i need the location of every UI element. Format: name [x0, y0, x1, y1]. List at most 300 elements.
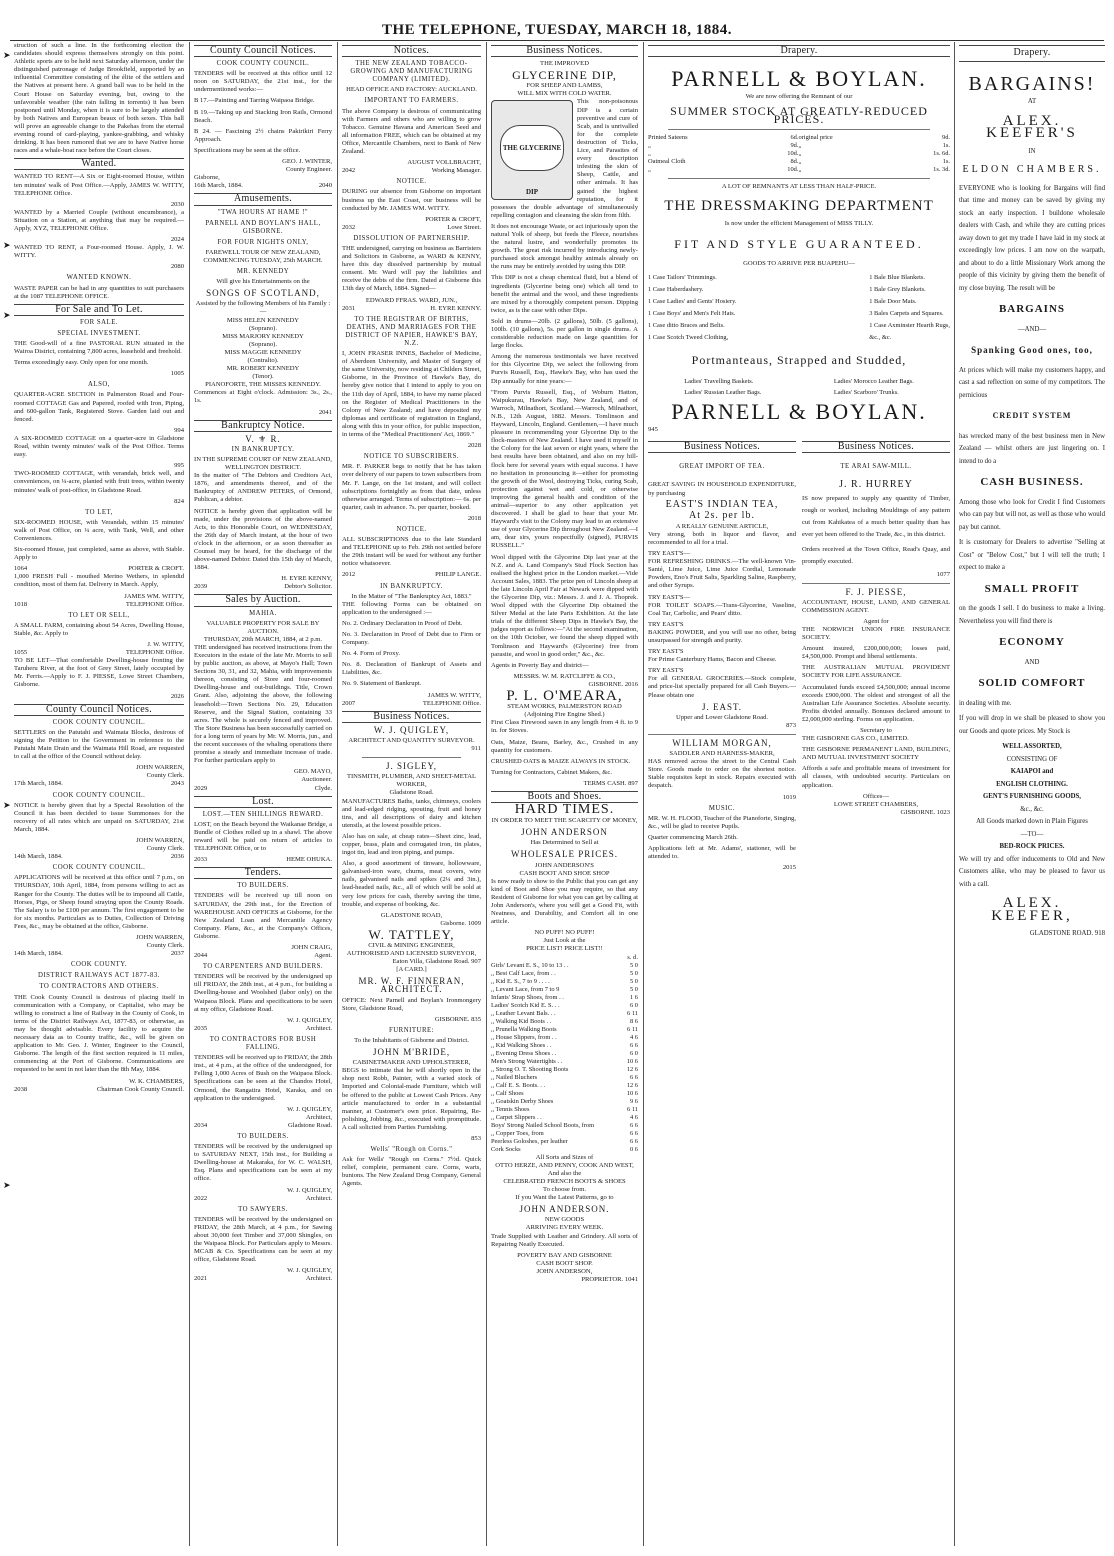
ad-text: This non-poisonous DIP is a certain preventive and cure of Scab, and is unrivalled for the complete destruction of Ticks, Lice, and Parasites of every description infesting the skin of Sheep, Cattle, and other animals. It has gained the highest reputation, for it possesses the double advantage of simultaneously repelling contagion and cleansing the skin from filth. [491, 98, 638, 219]
section-header-county-council: County Council Notices. [14, 704, 184, 716]
ad-text: THE undersigned, carrying on business as Barristers and Solicitors in Gisborne, as WARD & KENNY, have this day dissolved partnership by mutual consent. Mr. Ward will pay the liabilities and receive the debts of the firm. Dated at Gisborne this 13th day of March, 1884. Signed— [342, 244, 481, 293]
ad-text: IS now prepared to supply any quantity of Timber, rough or worked, including Mouldings of any pattern cut from Kahikatea of a much better quality than has ever yet been offered to the Trade, &c., in this district. [802, 494, 950, 538]
ad-number: 2034 [194, 1121, 208, 1129]
ad-signer: W. J. QUIGLEY, [287, 1267, 332, 1275]
section-header-lost: Lost. [194, 796, 332, 808]
ad-display-title: At 2s. per lb. [689, 509, 755, 521]
ad-signature [194, 182, 332, 190]
ad-text: TERMS CASH. [583, 779, 627, 787]
ad-display-title: GLYCERINE DIP, [512, 68, 617, 83]
ad-number: 2037 [170, 950, 184, 958]
ad-text: TO BE LET—That comfortable Dwelling-house fronting the Taruheru River, at the foot of Grey Street, lately occupied by Mr. Ferris.—Apply to F. J. PIESSE, Lowe Street Chambers, Gisborne. [14, 657, 184, 689]
ad-signer: County Clerk. [146, 942, 184, 950]
ad-text: THE following Forms can be obtained on application to the undersigned :— [342, 600, 481, 616]
ad-display-title: P. L. O'MEARA, [506, 688, 623, 705]
ad-place: Lowe Street. [447, 223, 481, 231]
ad-signer: Architect. [305, 1275, 332, 1283]
ad-text: FOR TOILET SOAPS.—Trans-Glycerine, Vaseline, Coal Tar, Carbolic, and Pears' ditto. [648, 601, 796, 617]
ad-signer: MESSRS. W. M. RATCLIFFE & CO., [513, 672, 616, 680]
ad-display-title: SOLID COMFORT [978, 677, 1086, 689]
ad-text: GREAT SAVING IN HOUSEHOLD EXPENDITURE, by purchasing [648, 481, 796, 497]
ad-text: Also has on sale, at cheap rates—Sheet zinc, lead, copper, brass, plain and corrugated iron, tin plates, ingot tin, lead and iron piping, and pumps. [342, 832, 481, 857]
ad-text: TENDERS will be received by the undersigned on FRIDAY, the 28th March, at 4 p.m., for Sawing about 30,000 feet Timber and 37,000 Shingles, on the Waipaoa Block. For Particulars apply to Messrs. MCAB & Co. Specifications can be seen at my office, Gladstone Road. [194, 1215, 332, 1264]
ad-place: GISBORNE. [434, 1015, 470, 1023]
ad-text: VALUABLE PROPERTY FOR SALE BY AUCTION. [206, 619, 320, 635]
price-cell: „ [798, 158, 802, 166]
ad-text: MANUFACTURES Baths, tanks, chimneys, coolers and lead-edged ridging, spouting, fruit and honey tins, and all descriptions of dairy and kitchen utensils, at the lowest possible prices. [342, 797, 481, 829]
ad-text: on the goods I sell. I do business to make a living. Nevertheless you will find there is [959, 605, 1105, 625]
ad-heading: NOTICE. [396, 178, 427, 186]
ad-text: SADDLER AND HARNESS-MAKER, [669, 750, 775, 758]
ad-number: 918 [1094, 930, 1105, 937]
goods-item: 1 Bale Grey Blankets. [869, 285, 926, 293]
ad-text: Will give his Entertainments on the [216, 278, 310, 286]
ad-signer: Architect, [305, 1113, 332, 1121]
ad-heading: TO BUILDERS. [237, 1132, 289, 1140]
ad-heading: TO CARPENTERS AND BUILDERS. [202, 963, 324, 971]
ad-heading: FOR FOUR NIGHTS ONLY, [217, 238, 309, 246]
ad-text: Upper and Lower Gladstone Road. [675, 713, 769, 721]
price-cell: 9d. [790, 142, 799, 150]
goods-item: 1 Case Tailors' Trimmings. [648, 273, 717, 281]
price-item: Boys' Strong Nailed School Boots, from [491, 1121, 595, 1129]
price-row [491, 962, 638, 970]
price-row [491, 1050, 638, 1058]
price-cell: 9d. [942, 134, 950, 142]
price-cell: 8d. [790, 158, 799, 166]
ad-signer: PROPRIETOR. [581, 1275, 624, 1283]
ad-text: In the matter of "The Debtors and Creditors Act, 1876, and amendments thereof, and of the Bankruptcy of ANDREW PETERS, of Ormond, Publican, a debtor. [194, 472, 332, 504]
top-rule [10, 40, 1104, 41]
price-value: 6 11 [627, 1025, 638, 1033]
ad-display-title: JOHN ANDERSON. [519, 1204, 610, 1215]
ad-text: TENDERS will be received at this office until 12 noon on SATURDAY, the 21st inst., for the undermentioned works:— [194, 70, 332, 94]
ad-text: THE undersigned has received instructions from the Executors in the estate of the late Mr. Morris to sell by public auction, as above, at Mayo's Hall; Town Sections 30, 31, and 32, Mahia, with improvements thereon, consisting of Store and four-roomed Dwelling-house and out-buildings. Title, Crown Grant. Also, adjoining the above, the following leasehold:—Town Sections No. 29, Education Reserve, and the Signal Station, containing 33 acres. The whole is securely fenced and improved. The Store Business has been successfully carried on for a long term of years by Mr. W. Morris, jun., and the recent successes of the whaling operations there promise a steady and immediate increase of trade. For further particulars apply to [194, 643, 332, 765]
ad-text: WANTED TO RENT—A Six or Eight-roomed House, within ten minutes' walk of Post Office.—Apply, JAMES W. WITTY, TELEPHONE Office. [14, 173, 184, 197]
goods-item: 3 Bales Carpets and Squares. [869, 309, 944, 317]
ad-number: 2007 [342, 699, 356, 707]
ad-display-title: ELDON CHAMBERS. [962, 164, 1102, 175]
price-value: 6 0 [630, 1049, 638, 1057]
price-item: ,, Calf E. S. Boots. . . [491, 1081, 546, 1089]
ad-text: NEW GOODS [544, 1216, 585, 1224]
ad-text: The above Company is desirous of communicating with Farmers and others who are willing to grow Tobacco. Genuine Havana and American Seed and all information FREE, which can be obtained at my Office, Mercantile Chambers, next to Bank of New Zealand. [342, 107, 481, 156]
ad-signature [14, 649, 184, 657]
section-header-auction: Sales by Auction. [194, 594, 332, 606]
price-value: 1 6 [630, 993, 638, 1001]
ad-number: 994 [174, 426, 184, 434]
ad-heading: COOK COUNTY. [70, 961, 128, 969]
price-item: Men's Strong Watertights . . [491, 1057, 563, 1065]
advertiser-title: ALEX. KEEFER'S [986, 112, 1078, 141]
ad-text: Applications left at Mr. Adams', stationer, will be attended to. [648, 844, 796, 861]
price-value: 6 0 [630, 1001, 638, 1009]
ad-display-title: BARGAINS [998, 303, 1066, 315]
ad-text: CRUSHED OATS & MAIZE ALWAYS IN STOCK. [491, 757, 631, 765]
ad-heading: TRY EAST'S— [648, 593, 691, 601]
ad-signer: County Engineer. [285, 166, 332, 174]
ad-heading: ALSO, [88, 381, 110, 389]
price-value: 6 6 [630, 1121, 638, 1129]
ad-signer: County Clerk. [146, 845, 184, 853]
ad-text: A REALLY GENUINE ARTICLE, [675, 522, 769, 530]
ad-text: TENDERS will be received by the undersigned up to SATURDAY NEXT, 15th inst., for Building a Dwelling-house at Makaraka, for W. C. WALSH, Esq. Plans and specifications can be seen at my office. [194, 1143, 332, 1183]
ad-text: No. 8. Declaration of Bankrupt of Assets and Liabilities, &c. [342, 661, 481, 677]
price-item: ,, Walking Kid Boots . . [491, 1017, 552, 1025]
price-item: ,, Leather Levant Bals. . . [491, 1009, 556, 1017]
ad-signature [342, 167, 481, 175]
column-6 [959, 42, 1105, 1548]
section-header-business: Business Notices. [342, 711, 481, 723]
ad-heading: TO CONTRACTORS FOR BUSH FALLING. [209, 1035, 317, 1052]
ad-text: THE Good-will of a fine PASTORAL RUN situated in the Wairoa District, containing 7,800 acres, leasehold and freehold. [14, 340, 184, 356]
east-column [648, 438, 796, 872]
ad-heading: "TWA HOURS AT HAME !" [217, 208, 309, 216]
ad-signature [342, 1016, 481, 1024]
ad-text: Has Determined to Sell at [530, 839, 599, 847]
ad-signer: W. K. CHAMBERS, [129, 1077, 184, 1085]
ad-place: GLADSTONE ROAD. [1029, 930, 1094, 937]
ad-signer: JOHN WARREN, [136, 836, 184, 844]
column-2 [194, 42, 332, 1548]
ad-text: No. 4. Form of Proxy. [342, 650, 401, 658]
ad-heading: COOK COUNTY COUNCIL. [52, 791, 146, 799]
ad-text: Agent for [863, 617, 889, 625]
price-value: 12 6 [626, 1065, 638, 1073]
ad-heading: MUSIC. [708, 804, 736, 812]
ad-signer: JOHN CRAIG, [291, 944, 332, 951]
ad-number: 2043 [170, 780, 184, 788]
ad-heading: TO LET, [85, 508, 113, 516]
bag-item: Ladies' Russian Leather Bags. [684, 389, 762, 397]
two-column-block [648, 438, 950, 872]
ad-text: ARRIVING EVERY WEEK. [525, 1224, 604, 1232]
price-item: Cork Socks [491, 1145, 521, 1153]
ad-text: WASTE PAPER can be had in any quantities to suit purchasers at the 1087 TELEPHONE OFFICE. [14, 284, 184, 300]
ad-heading: COOK COUNTY COUNCIL. [52, 864, 146, 872]
ad-heading: COOK COUNTY COUNCIL. [52, 718, 146, 726]
ad-text: ENGLISH CLOTHING. [996, 780, 1068, 788]
ad-signature [194, 785, 332, 793]
price-row [648, 134, 950, 142]
ad-number: 1077 [936, 570, 950, 578]
ad-number: 2016 [624, 680, 638, 688]
ad-text: BEGS to intimate that he will shortly open in the shop next Robb, Painter, with a varied stock of Imported and Colonial-made Furniture, which will be offered to the public at Lowest Cash Prices. Any article manufactured to order in a substantial manner, at Customer's own price. Repairing, Re-polishing, Jobbing, &c., executed with promptitude. A call solicited from Parties Furnishing. [342, 1067, 481, 1131]
ad-signer: JOHN WARREN, [136, 764, 184, 772]
ad-number: 2018 [467, 514, 481, 522]
ad-number: 1005 [170, 370, 184, 378]
ad-text: THE GISBORNE GAS CO., LIMITED. [802, 735, 909, 743]
ad-number: 2033 [194, 856, 208, 864]
ad-text: POVERTY BAY AND GISBORNE [517, 1251, 612, 1259]
ad-text: (Adjoining Fire Engine Shed.) [524, 711, 605, 719]
section-header-drapery: Drapery. [959, 45, 1105, 62]
ad-number: 2036 [170, 853, 184, 861]
ad-number: 2044 [194, 952, 208, 960]
price-row [648, 166, 950, 174]
ad-number: 1019 [782, 793, 796, 801]
ad-number: 1041 [624, 1275, 638, 1283]
ad-signature [14, 780, 184, 788]
ad-text: FOR SHEEP AND LAMBS, [526, 82, 603, 90]
ad-signer: Architect. [305, 1024, 332, 1032]
ad-place: GISBORNE. [588, 680, 624, 688]
ad-text: Orders received at the Town Office, Read's Quay, and promptly executed. [802, 545, 950, 565]
ad-text: No. 3. Declaration in Proof of Debt due to Firm or Company. [342, 631, 481, 647]
ad-heading: THE NEW ZEALAND TOBACCO-GROWING AND MANUFACTURING COMPANY (LIMITED). [350, 60, 473, 84]
section-header-drapery: Drapery. [648, 45, 950, 57]
ad-place: Gisborne, [194, 174, 220, 182]
ad-signature [342, 571, 481, 579]
ad-signature [194, 583, 332, 591]
advertiser-title: PARNELL & BOYLAN. [671, 66, 927, 92]
ad-number: 2028 [467, 442, 481, 450]
ad-heading: PARNELL AND BOYLAN'S HALL, GISBORNE. [205, 219, 321, 235]
ad-signature [194, 952, 332, 960]
ad-heading: WANTED KNOWN. [66, 274, 132, 282]
ad-signer: GEO. J. WINTER, [282, 158, 332, 166]
price-row [491, 1066, 638, 1074]
section-header-county-council: County Council Notices. [194, 45, 332, 57]
ad-text: At prices which will make my customers happy, and cast a sad reflection on some of my competitors. The pernicious [959, 366, 1105, 399]
ad-text: 1,000 FRESH Full - mouthed Merino Wethers, in splendid condition, most of them fat. Delivery in March. Apply, [14, 573, 184, 589]
price-row [648, 158, 950, 166]
ad-text: PIANOFORTE, THE MISSES KENNEDY. [205, 381, 321, 389]
ad-signature [491, 780, 638, 788]
price-cell: Printed Sateens [648, 134, 688, 142]
column-divider [337, 42, 338, 1546]
ad-place: Gisborne. [440, 919, 467, 927]
ad-text: SETTLERS on the Patutahi and Waimata Blocks, desirous of signing the Petition to the Government in reference to the Patutahi Main Drain and the Waimata Hill Road, are requested to call at the office of the Council without delay. [14, 728, 184, 761]
ad-text: APPLICATIONS will be received at this office until 7 p.m., on THURSDAY, 10th April, 1884, from persons willing to act as Ranger for the County. The duties will be to impound all Cattle, Horses, Pigs, or Sheep found straying upon the County Roads. The Salary is to be £100 per annum. The first engagement to be for six months. Particulars as to Duties, Collection of Driving Fees, &c., may be obtained at the office, Gisborne. [14, 874, 184, 930]
ad-heading: DISTRICT RAILWAYS ACT 1877-83. [38, 972, 160, 980]
ad-text: &c., &c. [1020, 805, 1044, 813]
ad-display-title: HARD TIMES. [514, 802, 615, 818]
price-cell: 1s. 3d. [933, 166, 950, 174]
ad-number: 2039 [194, 583, 208, 591]
ad-number: 1023 [936, 808, 950, 816]
ad-number: 2030 [170, 200, 184, 208]
goods-item: 1 Case ditto Braces and Belts. [648, 321, 725, 329]
ad-text: To the Inhabitants of Gisborne and District. [354, 1036, 469, 1044]
ad-display-title: CASH BUSINESS. [980, 476, 1084, 488]
ad-signature [342, 700, 481, 708]
ad-text: FOR REFRESHING DRINKS.—The well-known Vin-Santé, Lime Juice, Lime Juice Cordial, Lemonade Powders, Eno's Fruit Salts, Sparkling Saline, Raspberry, and other Syrups. [648, 558, 797, 590]
ad-number: 995 [174, 462, 184, 470]
ad-number: 1009 [467, 919, 481, 927]
ad-signer: Auctioneer. [301, 776, 332, 784]
ad-text: We will try and offer inducements to Old and New Customers alike, who may be pleased to favor us with a call. [959, 855, 1105, 888]
ad-heading: TO SAWYERS. [238, 1205, 288, 1213]
price-value: 8 6 [630, 1017, 638, 1025]
price-item: ,, Tennis Shoes [491, 1105, 530, 1113]
price-list [491, 962, 638, 1154]
ad-signature [342, 958, 481, 966]
price-item: ,, Nailed Bluchers [491, 1073, 538, 1081]
ad-heading: TRY EAST'S— [648, 550, 691, 558]
price-cell: 1s. [942, 158, 950, 166]
column-1 [14, 42, 184, 1548]
ad-number: 2012 [342, 571, 356, 579]
ad-text: Among the numerous testimonials we have received for this Glycerine Dip, we select the following from Purvis Russell, Esq., Hawke's Bay, who has used the Dip annually for nine years:— [491, 353, 638, 385]
price-cell: 1s. 6d. [933, 150, 950, 158]
ad-text: TENDERS will be received up to FRIDAY, the 28th inst., at 4 p.m., at the office of the undersigned, for Felling 1,000 Acres of Bush on the Waipaoa Block. Specifications can be seen at the Chandos Hotel, Ormond, the Rangatira Hotel, Karaka, and on application to the undersigned. [194, 1054, 332, 1102]
goods-item: &c., &c. [869, 333, 892, 341]
dip-tin-illustration [491, 100, 573, 200]
ad-text: EVERYONE who is looking for Bargains will find that time and money can be saved by giving my stock an early inspection. I buildone wholesale dealers with Cash, and while they are cutting prices away down to get my trade I have laid in my stock at exceedingly low prices. I am now on the warpath, and about to do a little Missionary Work among the people of this vicinity by giving them the benefit of my close buying. The result will be [959, 184, 1105, 292]
price-item: ,, Goatskin Derby Shoes [491, 1097, 554, 1105]
ad-signer: TELEPHONE Office. [125, 600, 184, 608]
ad-display-title: J. R. HURREY [839, 479, 913, 491]
section-header-tenders: Tenders. [194, 867, 332, 879]
price-list-title: PRICE LIST! PRICE LIST!! [526, 945, 603, 953]
ad-heading: IMPORTANT TO FARMERS. [364, 97, 459, 105]
ad-text: GENT'S FURNISHING GOODS, [982, 793, 1081, 800]
price-cell: „ [648, 150, 651, 158]
ad-text: THE AUSTRALIAN MUTUAL PROVIDENT SOCIETY FOR LIFE ASSURANCE. [802, 664, 950, 680]
price-row [491, 1138, 638, 1146]
ad-text: Specifications may be seen at the office. [194, 146, 301, 154]
price-row [491, 1146, 638, 1154]
ad-text: Commences at Eight o'clock. Admission: 3s., 2s., 1s. [194, 389, 332, 405]
advertiser-title: PARNELL & BOYLAN. [671, 399, 927, 425]
ad-signature [14, 1086, 184, 1094]
ad-text: "From Purvis Russell, Esq., of Woburn Hatton, Waipukurau, Hawke's Bay, New Zealand, and of Warroch, Milnathort, Scotland.—Warroch, Milnathort, N.B., 12th August, 1882. Messrs. Tomlinson and Hayward, Lincoln, England. Gentlemen,—I have much pleasure in recommending your Glycerine Dip to the flock-masters of New Zealand. I have used it myself in the Colony for the last seven or eight years, where the best results have been obtained, and also on my hill-flock here for several years with equal success. I have no hesitation in pronouncing it—either for promoting the growth of the Wool, destroying Ticks, curing Scab, protection against wet and cold, or otherwise improving the general health and condition of the animal—superior to any other application yet discovered. I shall be glad to hear that your Mr. Hayward's visit to the Colony may lead to an extensive use of your Glycerine Dip throughout New Zealand.—I am, dear sirs, yours respectfully (signed), PURVIS RUSSELL." [491, 388, 638, 550]
ad-number: 897 [628, 779, 638, 787]
pointer-mark: ➤ [3, 240, 11, 250]
ad-text: All Sorts and Sizes of [535, 1153, 594, 1161]
ad-text: STEAM WORKS, PALMERSTON ROAD [507, 703, 622, 711]
price-cell: „ [798, 150, 802, 158]
price-row [491, 1042, 638, 1050]
price-table [648, 134, 950, 174]
goods-item: 1 Case Haberdashery. [648, 285, 704, 293]
ad-display-title: THE DRESSMAKING DEPARTMENT [664, 197, 934, 214]
bags-list [648, 376, 950, 398]
ad-number: 835 [471, 1015, 481, 1023]
ad-heading: LOST.—TEN SHILLINGS REWARD. [202, 810, 324, 818]
ad-signature [342, 224, 481, 232]
price-value: 5 0 [630, 985, 638, 993]
pointer-mark: ➤ [3, 800, 11, 810]
ad-text: A SIX-ROOMED COTTAGE on a quarter-acre in Gladstone Road, within twenty minutes' walk of the Post Office. Terms easy. [14, 434, 184, 459]
ad-text: To choose from. [543, 1186, 586, 1194]
ad-text: CASH BOOT AND SHOE SHOP [519, 869, 610, 877]
price-cell: 10d. [787, 166, 799, 174]
ad-signer: J. W. WITTY, [147, 641, 184, 648]
ad-signer: Debtor's Solicitor. [284, 583, 332, 591]
goods-item: 1 Case Axminster Hearth Rugs, [869, 321, 950, 329]
goods-item: 1 Case Boys' and Men's Felt Hats. [648, 309, 736, 317]
section-header-business: Business Notices. [648, 441, 796, 453]
ad-signature [14, 853, 184, 861]
ad-signer: H. EYRE KENNY, [281, 575, 332, 583]
ad-heading: TO LET OR SELL, [68, 611, 130, 619]
ad-text: NOTICE is hereby given that application will be made, under the provisions of the above-named Acts, to this Honorable Court, on WEDNESDAY, the 26th day of March instant, at the hour of two o'clock in the afternoon, or as soon thereafter as Counsel may be heard, for the discharge of the above-named Debtor. Dated this 15th day of March, 1884. [194, 507, 332, 572]
column-5 [648, 42, 950, 1548]
price-row [491, 1002, 638, 1010]
ad-text: ALL SUBSCRIPTIONS due to the late Standard and TELEPHONE up to Feb. 29th not settled before the 29th instant will be sued for without any further notice whatsoever. [342, 536, 481, 568]
ad-display-title: CREDIT SYSTEM [992, 411, 1072, 420]
ad-text: Ask for Wells' "Rough on Corns." 7½d. Quick relief, complete, permanent cure. Corns, warts, bunions. The New Zealand Drug Company, General Agents. [342, 1156, 481, 1188]
price-value: 6 6 [630, 1073, 638, 1081]
price-value: 5 0 [630, 969, 638, 977]
ad-text: MR. W. H. FLOOD, Teacher of the Pianoforte, Singing, &c., will be glad to receive Pupils. [648, 814, 796, 830]
ad-signer: EDWARD FFRAS. WARD, JUN., [365, 296, 458, 304]
price-row [491, 1018, 638, 1026]
ad-number: 1055 [14, 649, 28, 657]
ad-number: 2040 [318, 182, 332, 190]
ad-text: OTTO HERZE, AND PENNY, COOK AND WEST, And also the [495, 1161, 634, 1177]
ad-signer: County Clerk. [146, 772, 184, 780]
ad-text: This DIP is not a cheap chemical fluid, but a blend of ingredients (Glycerine being one) which all tend to benefit the animal and the wool, and these ingredients are mixed by a thoroughly competent person. Dipping twice, as is the case with other Dips. [491, 274, 638, 314]
price-item: ,, Kid Walking Shoes . . [491, 1041, 552, 1049]
ad-signer: W. J. QUIGLEY, [287, 1186, 332, 1194]
ad-display-title: J. SIGLEY, [385, 761, 438, 772]
ad-text: For all GENERAL GROCERIES.—Stock complete, and price-list specially prepared for all Cash Buyers.—Please obtain one [648, 675, 796, 699]
ad-text: ACCOUNTANT, HOUSE, LAND, AND GENERAL COMMISSION AGENT. [802, 598, 950, 614]
bag-item: Ladies' Scarboro' Trunks. [833, 389, 899, 397]
ad-signature [194, 1122, 332, 1130]
performer: MR. ROBERT KENNEDY [226, 365, 300, 373]
price-item: ,, Strong O. T. Shooting Boots [491, 1065, 569, 1073]
ad-heading: MAHIA. [249, 609, 277, 617]
ad-heading: TRY EAST'S [648, 667, 684, 675]
price-item: Girls' Levant E. S., 10 to 13 . . [491, 961, 569, 969]
ad-display-title: JOHN M'BRIDE, [372, 1047, 451, 1058]
goods-item: 1 Bale Blue Blankets. [869, 273, 925, 281]
ad-heading: IN BANKRUPTCY. [380, 582, 443, 590]
ad-number: 1064 [14, 565, 28, 573]
ad-text: LOST, on the Beach beyond the Waikanae Bridge, a Bundle of Clothes rolled up in a shawl. The above reward will be paid on return of articles to TELEPHONE Office, or to [194, 820, 332, 853]
price-item: ,, Copper Toes, from [491, 1129, 544, 1137]
price-item: ,, Evening Dress Shoes . . [491, 1049, 557, 1057]
ad-number: 873 [786, 721, 796, 729]
bag-item: Ladies' Travelling Baskets. [684, 378, 754, 386]
ad-text: AND [1024, 658, 1040, 666]
ad-text: B 19.—Taking up and Stacking Iron Rails, Ormond Beach. [194, 108, 332, 124]
performer: MISS MARJORY KENNEDY [222, 332, 304, 340]
ad-signer: JOHN ANDERSON, [536, 1267, 593, 1275]
ad-signer: PORTER & CROFT. [128, 565, 184, 573]
ad-heading: SPECIAL INVESTMENT. [57, 329, 141, 337]
ad-text: If you Want the Latest Patterns, go to [515, 1194, 614, 1202]
price-cell: „ [648, 166, 651, 174]
pointer-mark: ➤ [3, 50, 11, 60]
bag-item: Ladies' Morocco Leather Bags. [833, 378, 914, 386]
performer-role: (Soprano). [248, 324, 278, 332]
ad-display-title: SMALL PROFIT [984, 582, 1080, 595]
ad-text: TENDERS will be received by the undersigned up till FRIDAY, the 28th inst., at 4 p.m., for building a Dwelling-house and Woolshed (labor only) on the Waipaoa Block. Plans and specifications to be seen at my office, Gladstone Road. [194, 973, 332, 1013]
price-value: 6 6 [630, 1137, 638, 1145]
ad-signature [194, 1025, 332, 1033]
ad-number: 824 [174, 497, 184, 505]
column-divider [643, 42, 644, 1546]
ad-text: Quarter commencing March 26th. [648, 833, 738, 841]
performer-role: (Contralto). [247, 357, 279, 364]
ad-text: CELEBRATED FRENCH BOOTS & SHOES [503, 1177, 626, 1185]
ad-signer: Chairman Cook County Council. [96, 1085, 184, 1093]
ad-text: Accumulated funds exceed £4,500,000; annual income exceeds £900,000. The oldest and strongest of all the Australian Life Assurance Societies. Absolute security. Profits divided annually. Bonuses declared amount to £2,000,000 sterling. Forms on application. [802, 683, 950, 723]
section-header-for-sale: For Sale and To Let. [14, 304, 184, 316]
ad-heading: TRY EAST'S [648, 648, 684, 656]
ad-display-title: J. EAST. [701, 701, 743, 712]
ad-number: 2026 [170, 692, 184, 700]
ad-signer: JOHN WARREN, [136, 934, 184, 941]
price-row [491, 1074, 638, 1082]
price-cell: 1s. [942, 142, 950, 150]
ad-text: Six-roomed House, just completed, same as above, with Stable. Apply to [14, 546, 184, 562]
